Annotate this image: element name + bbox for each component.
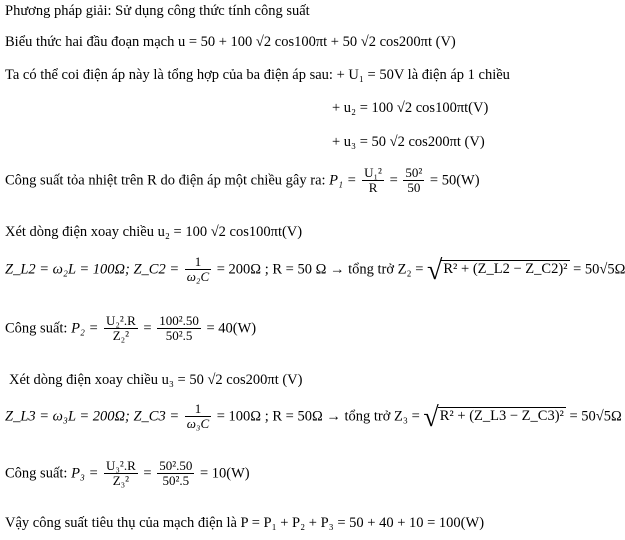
p2-fraction-2: $\frac{\text{100².50}}{\text{50².5}}$ (159, 313, 199, 344)
p1-fraction-1: $\frac{\text{U₁²}}{R}$ (364, 165, 382, 196)
u3-component-line: + u₃ = 50 √2 cos200πt (V) (332, 134, 485, 150)
dc-power-text: Công suất tỏa nhiệt trên R do điện áp một chiều gây ra: (5, 172, 326, 189)
z3-middle: = 100Ω ; R = 50Ω → tổng trở Z₃ = (216, 408, 420, 425)
p2-fraction-1: $\frac{\text{U₂².R}}{\text{Z₂²}}$ (106, 313, 136, 344)
p3-fraction-1: $\frac{\text{U₃².R}}{\text{Z₃²}}$ (106, 458, 136, 489)
z3-line (5, 402, 622, 435)
z2-impedances: Z_L2 = ω₂L = 100Ω; Z_C2 = (5, 261, 180, 278)
equals-sign: = (143, 320, 152, 337)
p2-symbol: P₂ = (71, 320, 99, 337)
equals-sign: = (389, 172, 398, 189)
p2-text: Công suất: (5, 320, 68, 337)
dc-power-line (5, 166, 480, 196)
p1-fraction-2: $\frac{\text{50²}}{50}$ (405, 165, 423, 196)
p3-result: = 10(W) (199, 465, 250, 482)
equals-sign: = (143, 465, 152, 482)
z3-impedances: Z_L3 = ω₃L = 200Ω; Z_C3 = (5, 408, 180, 425)
p1-result: = 50(W) (429, 172, 480, 189)
p2-result: = 40(W) (206, 320, 257, 337)
ac-u3-line: Xét dòng điện xoay chiều u₃ = 50 √2 cos200πt (V) (9, 372, 303, 388)
total-power-line: Vậy công suất tiêu thụ của mạch điện là P = P₁ + P₂ + P₃ = 50 + 40 + 10 = 100(W) (5, 515, 485, 531)
method-line: Phương pháp giải: Sử dụng công thức tính công suất (5, 3, 310, 19)
zc2-fraction: $\frac{1}{\text{ω₂C}}$ (186, 254, 210, 285)
z2-line (5, 255, 625, 288)
p3-fraction-2: $\frac{\text{50².50}}{\text{50².5}}$ (159, 458, 193, 489)
p3-symbol: P₃ = (71, 465, 99, 482)
z2-middle: = 200Ω ; R = 50 Ω → tổng trở Z₂ = (216, 261, 424, 278)
p1-symbol: P₁ = (329, 172, 357, 189)
p3-text: Công suất: (5, 465, 68, 482)
z3-radical: √R² + (Z_L3 − Z_C3)² (423, 402, 564, 434)
p3-line (5, 459, 250, 489)
expression-line: Biểu thức hai đầu đoạn mạch u = 50 + 100 √2 cos100πt + 50 √2 cos200πt (V) (5, 34, 456, 50)
p2-line (5, 314, 256, 344)
z2-radical: √R² + (Z_L2 − Z_C2)² (427, 255, 568, 287)
z3-result: = 50√5Ω (569, 408, 622, 425)
z2-result: = 50√5Ω (573, 261, 625, 278)
decomposition-line: Ta có thể coi điện áp này là tổng hợp của ba điện áp sau: + U₁ = 50V là điện áp 1 chiều (5, 67, 510, 83)
u2-component-line: + u₂ = 100 √2 cos100πt(V) (332, 100, 489, 116)
ac-u2-line: Xét dòng điện xoay chiều u₂ = 100 √2 cos100πt(V) (5, 224, 303, 240)
zc3-fraction: $\frac{1}{\text{ω₃C}}$ (186, 401, 210, 432)
